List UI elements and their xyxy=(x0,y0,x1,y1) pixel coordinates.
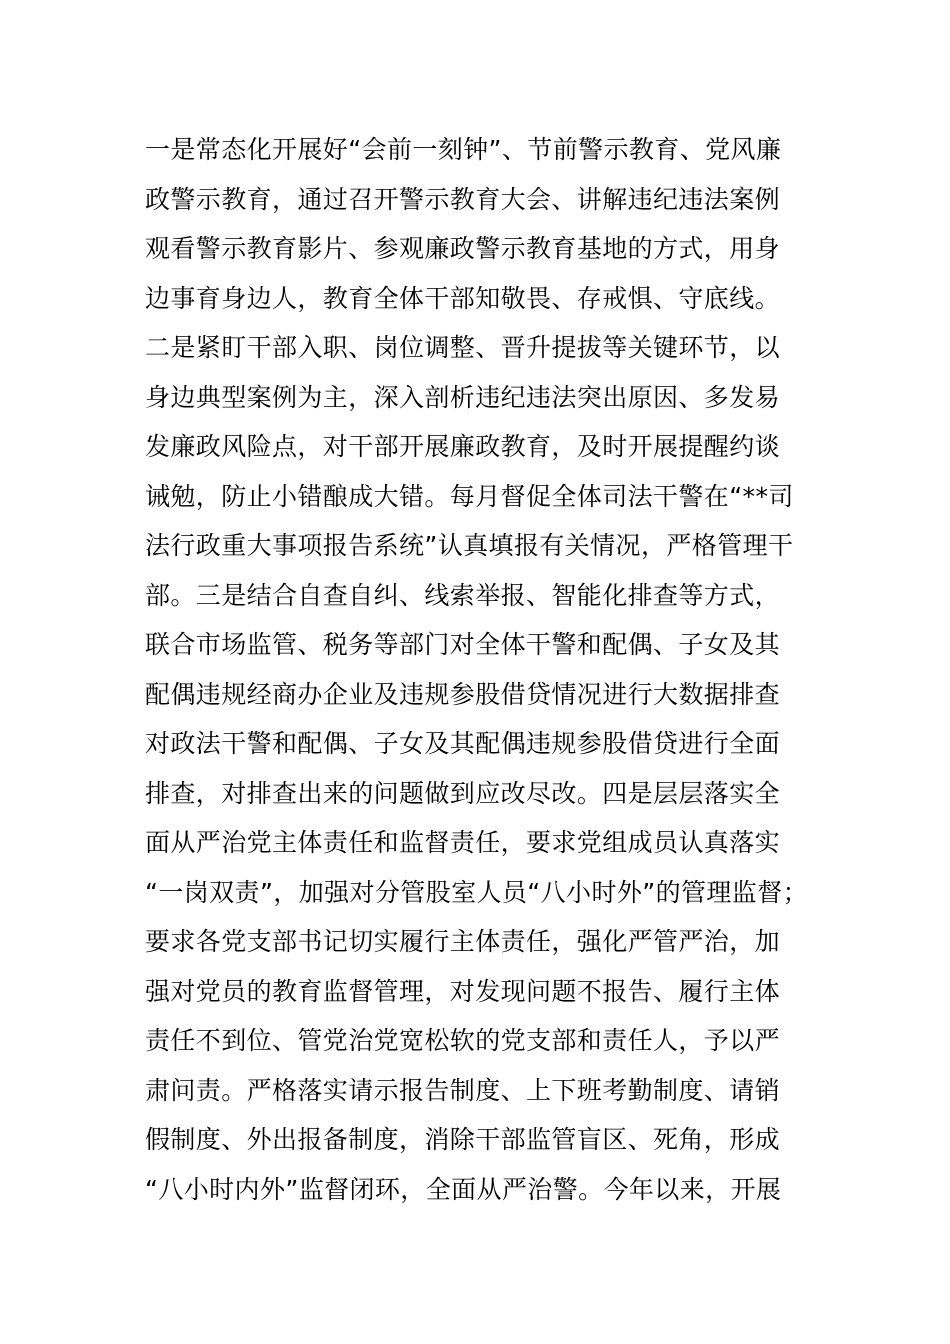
text-line-3: 观看警示教育影片、参观廉政警示教育基地的方式，用身 xyxy=(145,234,781,263)
text-line-20: 肃问责。严格落实请示报告制度、上下班考勤制度、请销 xyxy=(145,1075,781,1105)
text-line-1: 一是常态化开展好“会前一刻钟”、节前警示教育、党风廉 xyxy=(145,135,782,164)
text-line-16: “一岗双责”，加强对分管股室人员“八小时外”的管理监督； xyxy=(145,877,809,907)
text-line-15: 面从严治党主体责任和监督责任，要求党组成员认真落实 xyxy=(145,828,781,857)
text-line-9: 法行政重大事项报告系统”认真填报有关情况，严格管理干 xyxy=(145,531,794,560)
text-line-17: 要求各党支部书记切实履行主体责任，强化严管严治，加 xyxy=(145,927,781,956)
text-line-18: 强对党员的教育监督管理，对发现问题不报告、履行主体 xyxy=(145,976,781,1006)
text-line-6: 身边典型案例为主，深入剖析违纪违法突出原因、多发易 xyxy=(145,382,781,412)
text-line-8: 诫勉，防止小错酿成大错。每月督促全体司法干警在“**司 xyxy=(145,481,794,511)
text-line-12: 配偶违规经商办企业及违规参股借贷情况进行大数据排查 xyxy=(145,679,781,709)
text-line-19: 责任不到位、管党治党宽松软的党支部和责任人，予以严 xyxy=(145,1026,781,1055)
text-line-7: 发廉政风险点，对干部开展廉政教育，及时开展提醒约谈 xyxy=(145,432,781,461)
text-line-22: “八小时内外”监督闭环，全面从严治警。今年以来，开展 xyxy=(145,1174,782,1204)
text-line-2: 政警示教育，通过召开警示教育大会、讲解违纪违法案例 xyxy=(145,184,781,214)
body-text xyxy=(145,125,845,1214)
text-line-13: 对政法干警和配偶、子女及其配偶违规参股借贷进行全面 xyxy=(145,729,781,758)
text-line-21: 假制度、外出报备制度，消除干部监管盲区、死角，形成 xyxy=(145,1125,781,1154)
text-line-10: 部。三是结合自查自纠、线索举报、智能化排查等方式， xyxy=(145,580,781,610)
text-line-11: 联合市场监管、税务等部门对全体干警和配偶、子女及其 xyxy=(145,630,781,659)
text-line-4: 边事育身边人，教育全体干部知敬畏、存戒惧、守底线。 xyxy=(145,283,781,313)
text-line-5: 二是紧盯干部入职、岗位调整、晋升提拔等关键环节，以 xyxy=(145,333,781,362)
text-line-14: 排查，对排查出来的问题做到应改尽改。四是层层落实全 xyxy=(145,778,781,808)
